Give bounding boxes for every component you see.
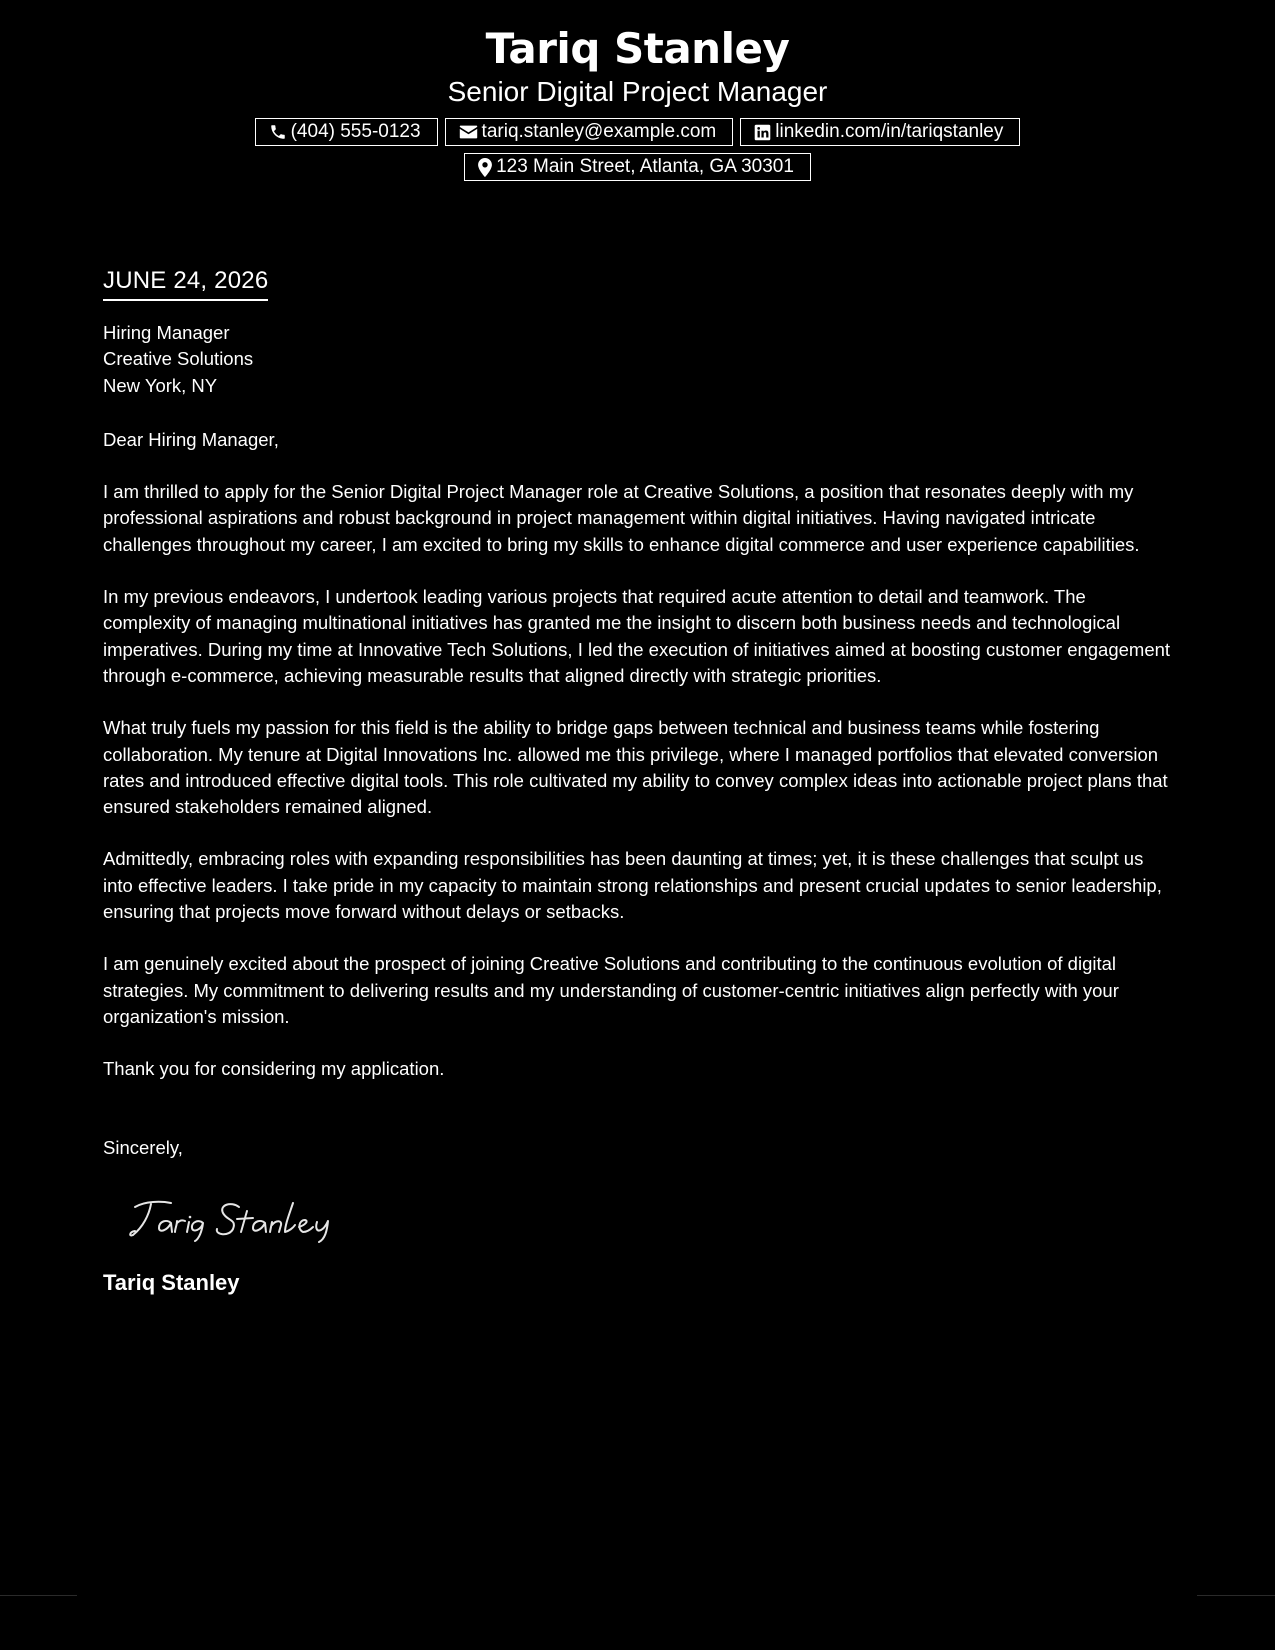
map-marker-icon [478, 158, 492, 177]
handwritten-signature [127, 1195, 1173, 1245]
body-paragraph: I am thrilled to apply for the Senior Digital Project Manager role at Creative Solutions, a position that resonates deeply with my professional aspirations and robust background in project management within digital initiatives. Having navigated intricate challenges throughout my career, I am excited to bring my skills to enhance digital commerce and user experience capabilities. [103, 481, 1140, 555]
envelope-icon [459, 124, 478, 140]
letter-body [103, 263, 1173, 1297]
recipient-line: Hiring Manager [103, 322, 230, 343]
recipient-block [103, 320, 1173, 399]
body-paragraph: In my previous endeavors, I undertook leading various projects that required acute attention to detail and teamwork. The complexity of managing multinational initiatives has granted me the insight to discern both business needs and technological imperatives. During my time at Innovative Tech Solutions, I led the execution of initiatives aimed at boosting customer engagement through e-commerce, achieving measurable results that aligned directly with strategic priorities. [103, 586, 1171, 686]
applicant-title: Senior Digital Project Manager [447, 76, 828, 107]
contact-row [0, 118, 1275, 146]
body-paragraph: I am genuinely excited about the prospect of joining Creative Solutions and contributing to the continuous evolution of digital strategies. My commitment to delivering results and my understanding of customer-centric initiatives align perfectly with your organization's mission. [103, 953, 1119, 1027]
linkedin-text: linkedin.com/in/tariqstanley [775, 121, 1004, 142]
address-row [0, 153, 1275, 181]
phone-text: (404) 555-0123 [290, 121, 421, 142]
recipient-line: New York, NY [103, 374, 218, 396]
signed-name: Tariq Stanley [103, 1269, 240, 1295]
closing: Sincerely, [103, 1136, 183, 1158]
letter-header [0, 22, 1275, 181]
applicant-name: Tariq Stanley [485, 24, 790, 73]
email-text: tariq.stanley@example.com [481, 121, 717, 142]
linkedin-contact[interactable] [740, 118, 1020, 146]
body-paragraph: What truly fuels my passion for this field is the ability to bridge gaps between technical and business teams while fostering collaboration. My tenure at Digital Innovations Inc. allowed me this privilege, where I managed portfolios that elevated conversion rates and introduced effective digital tools. This role cultivated my ability to convey complex ideas into actionable project plans that ensured stakeholders remained aligned. [103, 717, 1168, 818]
salutation: Dear Hiring Manager, [103, 428, 279, 450]
linkedin-icon [754, 124, 771, 141]
recipient-line: Creative Solutions [103, 348, 254, 370]
footer-rule-left [0, 1595, 77, 1596]
phone-contact[interactable] [255, 118, 438, 146]
letter-date: JUNE 24, 2026 [103, 263, 268, 301]
body-paragraph: Admittedly, embracing roles with expanding responsibilities has been daunting at times; yet, it is these challenges that sculpt us into effective leaders. I take pride in my capacity to maintain strong relationships and present crucial updates to senior leadership, ensuring that projects move forward without delays or setbacks. [103, 848, 1162, 923]
footer-rule-right [1197, 1595, 1275, 1596]
address-text: 123 Main Street, Atlanta, GA 30301 [496, 156, 794, 177]
body-paragraph: Thank you for considering my application. [103, 1058, 445, 1080]
phone-icon [269, 123, 287, 141]
email-contact[interactable] [445, 118, 734, 146]
address-contact[interactable] [464, 153, 811, 181]
